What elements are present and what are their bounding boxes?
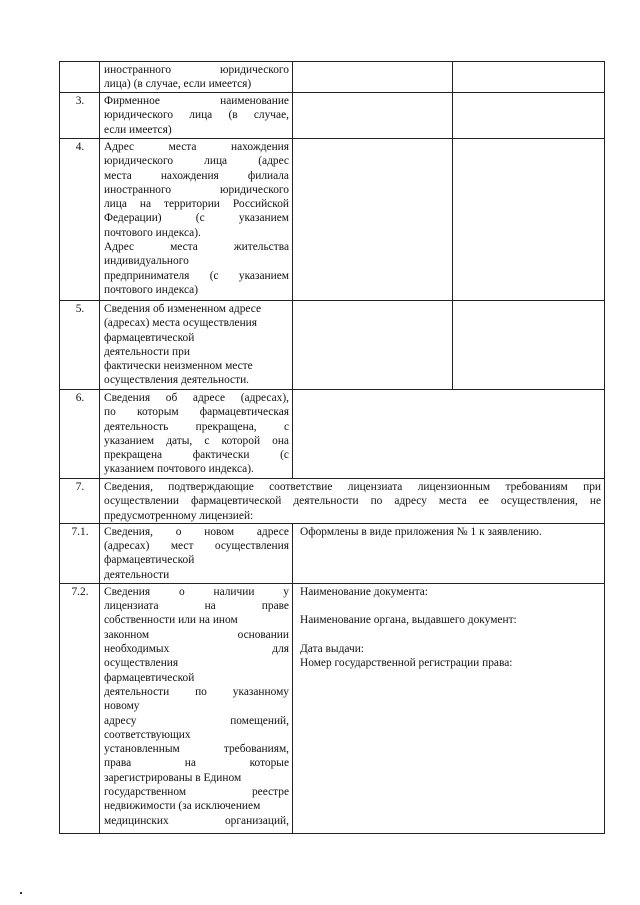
document-details-cell[interactable] — [293, 583, 605, 833]
text-line: Сведения об измененном адресе — [104, 303, 261, 315]
text-line: Сведения, о новом адресе — [104, 525, 289, 538]
text-line: осуществлении фармацевтической деятельности по адресу места ее осуществления, не — [104, 495, 601, 508]
text-line: указанием даты, с которой она — [104, 434, 289, 447]
table-row — [60, 139, 605, 301]
value-cell[interactable] — [293, 301, 453, 390]
row-number: 3. — [60, 93, 100, 139]
text-line: фармацевтической — [104, 554, 195, 567]
row-number: 7.1. — [60, 523, 100, 583]
text-line: осуществления — [104, 657, 179, 670]
value-cell[interactable] — [453, 139, 605, 301]
value-cell[interactable] — [453, 62, 605, 93]
text-line: лица) (в случае, если имеется) — [104, 78, 252, 91]
table-row — [60, 301, 605, 390]
section-7-heading — [100, 479, 605, 524]
text-line: лица на территории Российской — [104, 198, 289, 211]
row-number: 5. — [60, 301, 100, 390]
text-line: медицинских организаций, — [104, 814, 289, 827]
table-row — [60, 62, 605, 93]
text-line: новому — [104, 700, 140, 713]
value-cell[interactable] — [293, 62, 453, 93]
text-line: почтового индекса). — [104, 226, 201, 239]
issue-date-label: Дата выдачи: — [300, 643, 364, 656]
text-line: фармацевтической — [104, 671, 195, 684]
row-description — [100, 523, 293, 583]
form-table-body — [60, 62, 605, 834]
text-line: (адресах) мест осуществления — [104, 540, 289, 553]
text-line: деятельности при — [104, 345, 190, 358]
row-number: 4. — [60, 139, 100, 301]
text-line: Адрес места жительства — [104, 241, 289, 254]
row-number: 7. — [60, 479, 100, 524]
application-form-table — [59, 61, 605, 834]
row-description — [100, 139, 293, 301]
text-line: прекращена фактически (с — [104, 449, 289, 462]
text-line: индивидуального — [104, 255, 189, 268]
value-cell[interactable] — [293, 93, 453, 139]
text-line: собственности или на ином — [104, 614, 238, 627]
table-row-7-2 — [60, 583, 605, 833]
value-cell[interactable] — [293, 390, 605, 479]
text-line: недвижимости (за исключением — [104, 800, 261, 813]
text-line: деятельности — [104, 568, 170, 581]
table-row-7-1 — [60, 523, 605, 583]
row-description — [100, 93, 293, 139]
row-description — [100, 390, 293, 479]
value-cell[interactable] — [293, 139, 453, 301]
text-line: права на которые — [104, 757, 289, 770]
scan-speck — [20, 892, 22, 894]
row-description — [100, 62, 293, 93]
text-line: адресу помещений, — [104, 714, 289, 727]
text-line: Сведения об адресе (адресах), — [104, 392, 289, 404]
registration-number-label: Номер государственной регистрации права: — [300, 657, 513, 670]
value-cell[interactable] — [293, 523, 605, 583]
table-row-section-7 — [60, 479, 605, 524]
text-line: фармацевтической — [104, 331, 195, 344]
text-line: предпринимателя (с указанием — [104, 269, 289, 282]
text-line: деятельность прекращена, с — [104, 420, 289, 433]
issuing-authority-label: Наименование органа, выдавшего документ: — [300, 614, 517, 627]
text-line: установленным требованиям, — [104, 743, 289, 756]
text-line: осуществления деятельности. — [104, 374, 250, 387]
table-row — [60, 390, 605, 479]
text-line: иностранного юридического — [104, 183, 289, 196]
text-line: законном основании — [104, 628, 289, 641]
text-line: Федерации) (с указанием — [104, 212, 289, 225]
document-name-label: Наименование документа: — [300, 585, 428, 598]
text-line: деятельности по указанному — [104, 685, 289, 698]
text-line: лицензиата на праве — [104, 600, 289, 613]
value-cell[interactable] — [453, 301, 605, 390]
row-description — [100, 583, 293, 833]
text-line: фактически неизменном месте — [104, 360, 253, 373]
value-cell[interactable] — [453, 93, 605, 139]
text-line: иностранного юридического — [104, 64, 289, 76]
text-line: юридического лица (адрес — [104, 155, 289, 168]
text-line: Сведения о наличии у — [104, 585, 289, 598]
text-line: если имеется) — [104, 123, 172, 136]
text-line: Фирменное наименование — [104, 95, 289, 107]
row-number: 6. — [60, 390, 100, 479]
text-line: предусмотренному лицензией: — [104, 509, 254, 522]
text-line: зарегистрированы в Едином — [104, 771, 242, 784]
text-line: Сведения, подтверждающие соответствие лицензиата лицензионным требованиям при — [104, 481, 601, 493]
text-line: по которым фармацевтическая — [104, 406, 289, 419]
text-line: необходимых для — [104, 643, 289, 656]
text-line: (адресах) места осуществления — [104, 317, 258, 330]
text-line: почтового индекса) — [104, 283, 199, 296]
row-description — [100, 301, 293, 390]
row-number — [60, 62, 100, 93]
text-line: государственном реестре — [104, 786, 289, 799]
table-row — [60, 93, 605, 139]
text-line: места нахождения филиала — [104, 169, 289, 182]
text-line: соответствующих — [104, 728, 191, 741]
row-number: 7.2. — [60, 583, 100, 833]
text-line: Адрес места нахождения — [104, 141, 289, 153]
attachment-note: Оформлены в виде приложения № 1 к заявлению. — [300, 525, 542, 538]
text-line: юридического лица (в случае, — [104, 109, 289, 122]
text-line: указанием почтового индекса). — [104, 463, 254, 476]
